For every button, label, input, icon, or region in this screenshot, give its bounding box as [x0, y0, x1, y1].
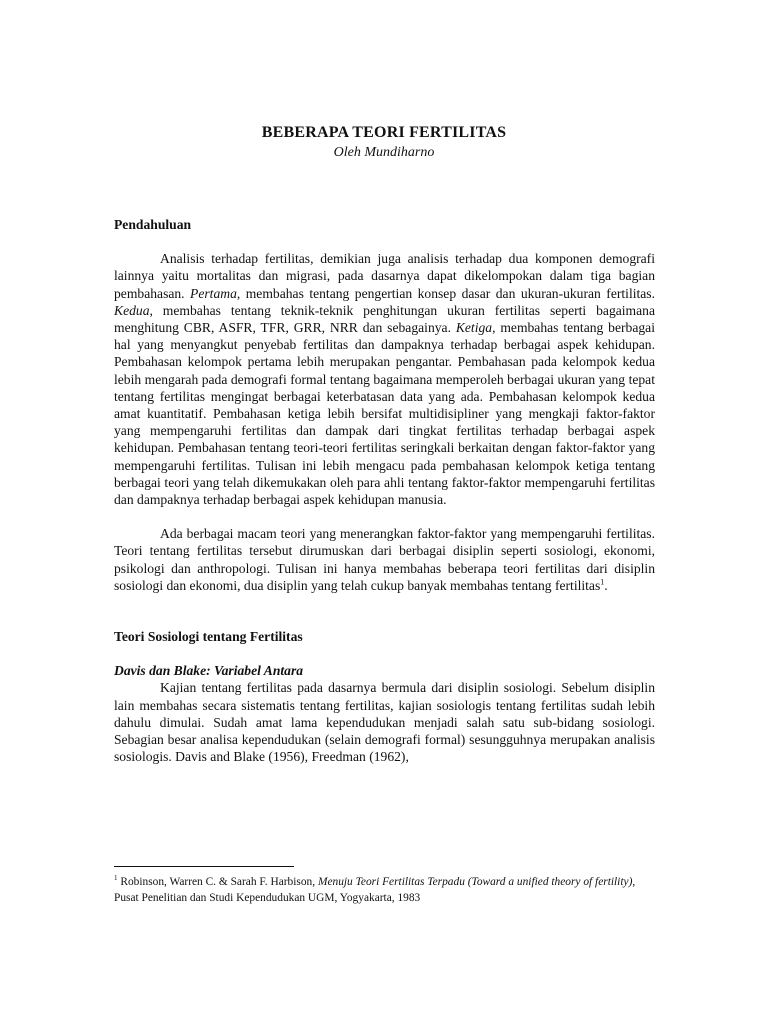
footnote	[114, 874, 655, 906]
paragraph-text: .	[604, 577, 608, 593]
paragraph-text: , membahas tentang pengertian konsep dasar dan ukuran-ukuran fertilitas.	[236, 285, 655, 301]
paragraph-text: membahas tentang teknik-teknik penghitungan ukuran fertilitas seperti bagaimana menghitung CBR, ASFR, TFR, GRR, NRR dan sebagainya.	[114, 302, 655, 336]
paragraph-theories	[114, 525, 655, 594]
section-heading-sosiologi: Teori Sosiologi tentang Fertilitas	[114, 629, 303, 645]
paragraph-intro	[114, 250, 655, 508]
paragraph-text: Ada berbagai macam teori yang menerangkan faktor-faktor yang mempengaruhi fertilitas. Teori tentang fertilitas tersebut dirumuskan dari berbagai disiplin seperti sosiologi, ekonomi, psikologi dan anthropologi. Tulisan ini hanya membahas beberapa teori fertilitas dari disiplin sosiologi dan ekonomi, dua disiplin yang telah cukup banyak membahas tentang fertilitas	[114, 526, 655, 593]
document-body	[114, 216, 655, 765]
paragraph-text: , membahas tentang berbagai hal yang menyangkut penyebab fertilitas dan dampaknya terhadap berbagai aspek kehidupan. Pembahasan kelompok pertama lebih merupakan pengantar. Pembahasan pada kelompok kedua lebih mengarah pada demografi formal tentang bagaimana memperoleh berbagai ukuran yang tepat tentang fertilitas mengingat berbagai keterbatasan data yang ada. Pembahasan kelompok kedua amat kuantitatif. Pembahasan ketiga lebih bersifat multidisipliner yang mengkaji faktor-faktor yang mempengaruhi fertilitas dan dampak dari tingkat fertilitas terhadap berbagai aspek kehidupan. Pembahasan tentang teori-teori fertilitas seringkali berkaitan dengan faktor-faktor yang mempengaruhi fertilitas. Tulisan ini lebih mengacu pada pembahasan kelompok ketiga tentang berbagai teori yang telah dikemukakan oleh para ahli tentang faktor-faktor mempengaruhi fertilitas dan dampaknya terhadap berbagai aspek kehidupan manusia.	[114, 320, 655, 508]
paragraph-text: Analisis terhadap fertilitas, demikian juga analisis terhadap dua komponen demografi lainnya yaitu mortalitas dan migrasi, pada dasarnya dapat dikelompokan dalam tiga bagian pembahasan.	[114, 251, 655, 301]
footnote-marker: 1	[114, 874, 118, 883]
document-author: Oleh Mundiharno	[333, 145, 435, 160]
section-heading-pendahuluan: Pendahuluan	[114, 217, 192, 232]
emphasis-text: Ketiga	[455, 320, 493, 336]
footnote-authors: Robinson, Warren C. & Sarah F. Harbison,	[117, 876, 318, 888]
footnote-divider	[114, 866, 294, 867]
footnote-book-title: Menuju Teori Fertilitas Terpadu (Toward a unified theory of fertility)	[317, 876, 633, 888]
document-title: BEBERAPA TEORI FERTILITAS	[261, 124, 507, 141]
footnote-reference[interactable]: 1	[600, 577, 605, 587]
footnote-publisher: , Pusat Penelitian dan Studi Kependudukan UGM, Yogyakarta, 1983	[114, 876, 636, 904]
emphasis-text: Pertama	[190, 285, 237, 301]
emphasis-text: Kedua,	[114, 302, 153, 318]
subsection-heading-davis-blake: Davis dan Blake: Variabel Antara	[114, 663, 304, 679]
paragraph-sociology: Kajian tentang fertilitas pada dasarnya bermula dari disiplin sosiologi. Sebelum disiplin lain membahas secara sistematis tentang fertilitas, kajian sosiologis tentang fertilitas sudah lebih dahulu dimulai. Sudah amat lama kependudukan menjadi salah satu sub-bidang sosiologi. Sebagian besar analisa kependudukan (selain demografi formal) sesungguhnya merupakan analisis sosiologis. Davis and Blake (1956), Freedman (1962),	[114, 680, 655, 765]
